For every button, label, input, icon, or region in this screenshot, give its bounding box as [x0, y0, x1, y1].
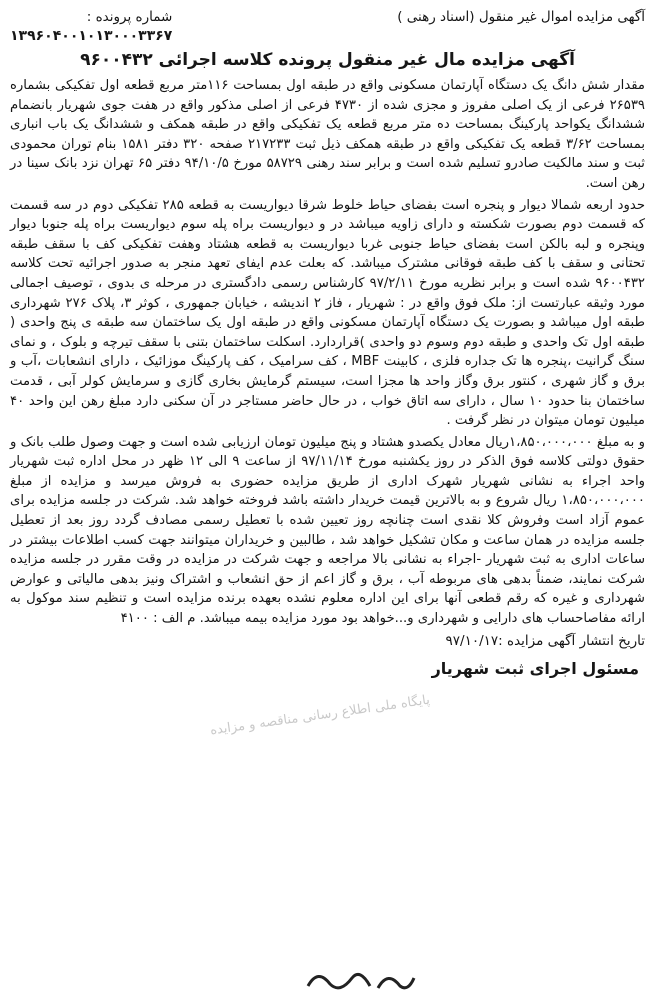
file-number-label: شماره پرونده : — [86, 9, 173, 25]
boundaries-and-appraisal: حدود اربعه شمالا دیوار و پنجره است بفضای حیاط خلوط شرقا دیواریست به قطعه ۲۸۵ تفکیکی دوم در سه قسمت که قسمت دوم بصورت شکسته و دارای زاویه میباشد در و دیواریست براه پله سوم دیواریست براه پله جنوبا دیوار وپنجره و لبه بالکن است بفضای حیاط جنوبی غربا دیواریست به قطعه هشتاد وهفت تفکیکی کف با سقف طبقه تحتانی و سقف با کف طبقه فوقانی مشترک میباشد. که بعلت عدم ایفای تعهد منجر به صدور اجرائیه تحت کلاسه ۹۶۰۰۴۳۲ شده است و برابر نظریه مورخ ۹۷/۲/۱۱ کارشناس رسمی دادگستری در مرحله ی بدوی ، توصیف اجمالی مورد وثیقه عبارتست از: ملک فوق واقع در : شهریار ، فاز ۲ اندیشه ، خیابان جمهوری ، کوثر ۳، پلاک ۲۷۶ شهرداری طبقه اول میباشد و بصورت یک دستگاه آپارتمان مسکونی واقع در طبقه اول یک ساختمان سه طبقه ی پنج واحدی ( طبقه اول تک واحدی و طبقه دوم وسوم دو واحدی )قراردارد. اسکلت ساختمان بتنی با سقف تیرچه و بلوک ، و نمای سنگ گرانیت ،پنجره ها تک جداره فلزی ، کابینت MBF ، کف سرامیک ، کف پارکینگ موزائیک ، دارای انشعابات ،آب و برق و گاز شهری ، کنتور برق وگاز واحد ها مجزا است، سیستم گرمایش بخاری گازی و سرمایش کولر آبی ، قدمت ساختمان بنا حدود ۱۰ سال ، دارای سه اتاق خواب ، در حال حاضر مستاجر در آن سکنی دارد مبلغ رهن این واحد ۴۰ میلیون تومان میتوان در نظر گرفت . — [10, 197, 645, 429]
file-number: ۱۳۹۶۰۴۰۰۱۰۱۳۰۰۰۳۳۶۷ — [10, 28, 173, 44]
signature: مسئول اجرای ثبت شهریار — [431, 658, 639, 678]
notice-type: آگهی مزایده اموال غیر منقول (اسناد رهنی ) — [397, 9, 645, 25]
publish-date: تاریخ انتشار آگهی مزایده :۹۷/۱۰/۱۷ — [445, 632, 645, 649]
file-number-block — [10, 8, 172, 46]
notice-header — [10, 8, 645, 46]
ink-stamp-fragment — [300, 966, 420, 993]
auction-terms: و به مبلغ ۱،۸۵۰،۰۰۰،۰۰۰ریال معادل یکصدو هشتاد و پنج میلیون تومان ارزیابی شده است و جهت وصول طلب بانک و حقوق دولتی کلاسه فوق الذکر در روز یکشنبه مورخ ۹۷/۱۱/۱۴ از ساعت ۹ الی ۱۲ ظهر در محل اداره ثبت شهریار واحد اجراء به نشانی شهریار شهرک اداری از طریق مزایده حضوری به فروش میرسد و مزایده از مبلغ ۱،۸۵۰،۰۰۰،۰۰۰ ریال شروع و به بالاترین قیمت خریدار داشته باشد فروخته خواهد شد. شرکت در جلسه مزایده برای عموم آزاد است وفروش کلا نقدی است چنانچه روز تعیین شده با تعطیل رسمی مصادف گردد روز بعد از تعطیل جلسه مزایده در همان ساعت و مکان تشکیل خواهد شد ، طالبین و خریداران میتوانند جهت کسب اطلاعات بیشتر در ساعات اداری به ثبت شهریار -اجراء به نشانی بالا مراجعه و جهت شرکت در مزایده در وقت مقرر در جلسه مزایده شرکت نمایند، ضمناً بدهی های مربوطه آب ، برق و گاز اعم از حق انشعاب و اشتراک ونیز بدهی مالیاتی و عوارض شهرداری و غیره که رقم قطعی آنها برای این اداره معلوم نشده بعهده برنده مزایده است و تنظیم سند موکول به ارائه مفاصاحساب های دارایی و شهرداری و...خواهد بود مورد مزایده بیمه میباشد. م الف : ۴۱۰۰ — [10, 434, 645, 627]
property-description: مقدار شش دانگ یک دستگاه آپارتمان مسکونی واقع در طبقه اول بمساحت ۱۱۶متر مربع قطعه اول تفکیکی بشماره ۲۶۵۳۹ فرعی از یک اصلی مفروز و مجزی شده از ۴۷۳۰ فرعی از اصلی مذکور واقع در هفت جوی شهریار بانضمام ششدانگ یکواحد پارکینگ بمساحت ده متر مربع قطعه یک تفکیکی واقع در طبقه همکف و ششدانگ یک باب انباری بمساحت ۳/۶۲ قطعه یک تفکیکی واقع در طبقه همکف ذیل ثبت ۲۱۷۲۳۳ صفحه ۳۲۰ دفتر ۱۵۸۱ بنام توران محمودی ثبت و سند مالکیت صادرو تسلیم شده است و برابر سند رهنی ۵۸۷۲۹ مورخ ۹۴/۱۰/۵ دفتر ۶۵ تهران نزد بانک سینا در رهن است. — [10, 78, 646, 191]
watermark: پایگاه ملی اطلاع رسانی مناقصه و مزایده — [209, 692, 431, 739]
notice-title: آگهی مزایده مال غیر منقول پرونده کلاسه اجرائی ۹۶۰۰۴۳۲ — [80, 50, 575, 70]
